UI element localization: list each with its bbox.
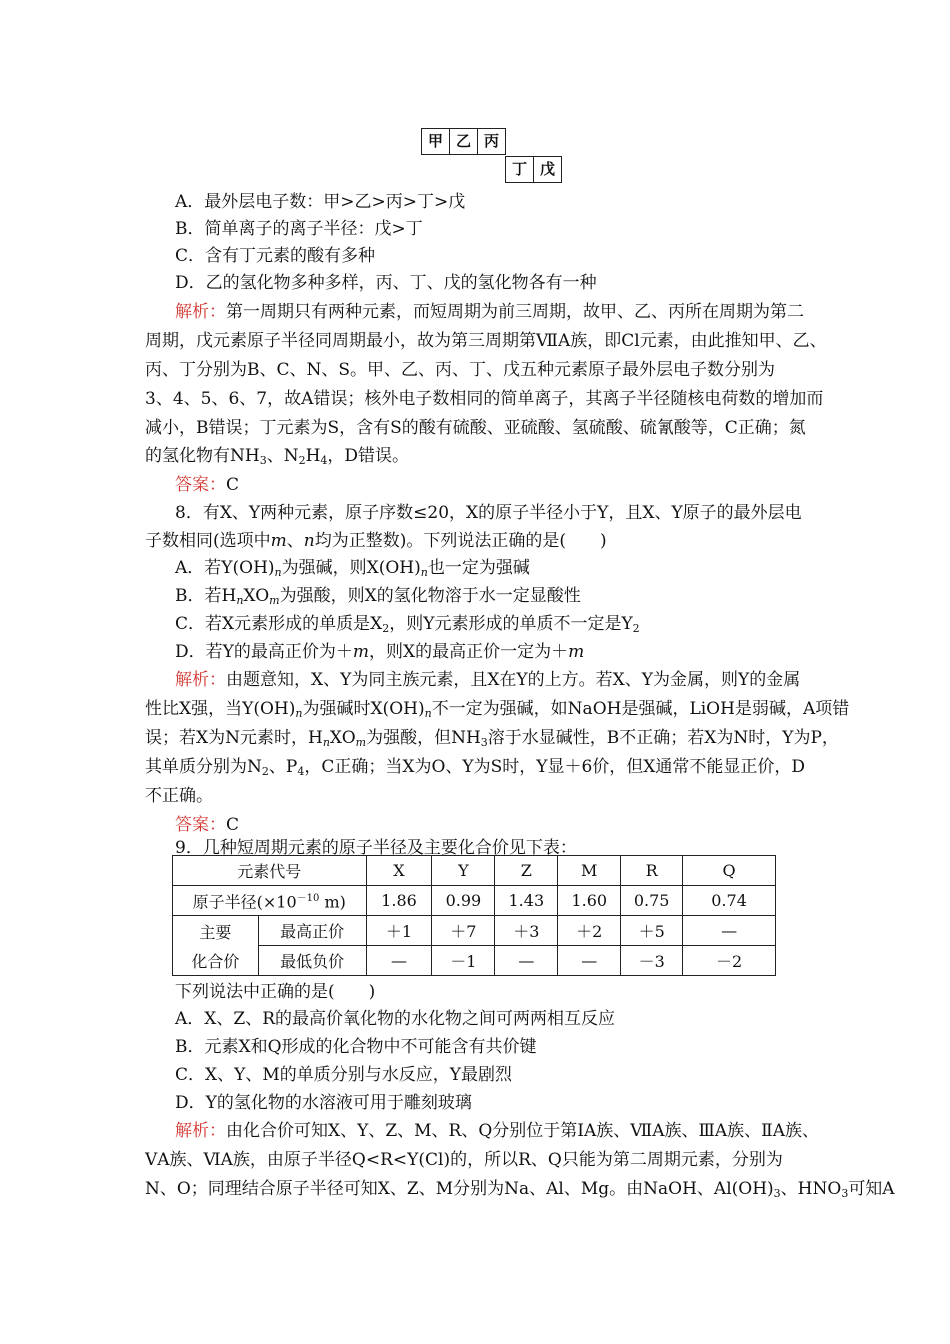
table-cell: ＋7 <box>432 916 495 946</box>
table-cell: — <box>495 946 558 976</box>
table-cell: — <box>558 946 621 976</box>
q7-analysis-line-6: 的氢化物有$NH_3$、$N_2H_4$，D错误。 <box>145 446 410 467</box>
q7-analysis-line-1: 解析：第一周期只有两种元素，而短周期为前三周期，故甲、乙、丙所在周期为第二 <box>175 302 804 322</box>
q8-option-c: C．若X元素形成的单质是$X_2$，则Y元素形成的单质不一定是$Y_2$ <box>175 614 640 635</box>
q7-option-a: A．最外层电子数：甲>乙>丙>丁>戊 <box>175 192 466 212</box>
col-header: Y <box>432 856 495 886</box>
table-row-radius <box>173 886 776 916</box>
table-cell: －2 <box>683 946 776 976</box>
cell-wu: 戊 <box>533 156 562 183</box>
q7-option-c: C．含有丁元素的酸有多种 <box>175 246 376 266</box>
table-cell: 0.99 <box>432 886 495 916</box>
table-cell: 0.74 <box>683 886 776 916</box>
q8-option-a: A．若$Y(OH)_n$为强碱，则$X(OH)_n$也一定为强碱 <box>175 558 530 579</box>
table-cell: — <box>366 946 432 976</box>
analysis-label: 解析： <box>175 302 226 322</box>
q8-analysis-line-1: 解析：由题意知，X、Y为同主族元素，且X在Y的上方。若X、Y为金属，则Y的金属 <box>175 670 801 690</box>
q7-analysis-line-2: 周期，戊元素原子半径同周期最小，故为第三周期第ⅦA族，即Cl元素，由此推知甲、乙、 <box>145 331 827 351</box>
q9-analysis-line-2: ⅤA族、ⅥA族，由原子半径Q<R<Y(Cl)的，所以R、Q只能为第二周期元素，分别为 <box>145 1150 783 1170</box>
q8-analysis-line-3: 误；若X为N元素时，$H_nXO_m$为强酸，但$NH_3$溶于水显碱性，B不正确；若X为N时，Y为P， <box>145 728 839 749</box>
table-row-min <box>173 946 776 976</box>
q9-option-c: C．X、Y、M的单质分别与水反应，Y最剧烈 <box>175 1065 512 1085</box>
table-cell: －1 <box>432 946 495 976</box>
q7-answer: 答案：C <box>175 475 240 495</box>
col-header: R <box>621 856 683 886</box>
cell-ding: 丁 <box>505 156 534 183</box>
q7-option-b: B．简单离子的离子半径：戊>丁 <box>175 219 423 239</box>
q7-analysis-line-5: 减小，B错误；丁元素为S，含有S的酸有硫酸、亚硫酸、氢硫酸、硫氰酸等，C正确；氮 <box>145 418 806 438</box>
q9-analysis-line-1: 解析：由化合价可知X、Y、Z、M、R、Q分别位于第ⅠA族、ⅦA族、ⅢA族、ⅡA族、 <box>175 1121 819 1141</box>
q8-answer: 答案：C <box>175 815 240 835</box>
table-cell: ＋1 <box>366 916 432 946</box>
q8-option-b: B．若$H_nXO_m$为强酸，则X的氢化物溶于水一定显酸性 <box>175 586 581 607</box>
max-label: 最高正价 <box>258 916 366 946</box>
col-header: Z <box>495 856 558 886</box>
q8-option-d: D．若Y的最高正价为＋m，则X的最高正价一定为＋m <box>175 642 585 662</box>
cell-jia: 甲 <box>421 128 450 155</box>
table-cell: 0.75 <box>621 886 683 916</box>
table-cell: 1.60 <box>558 886 621 916</box>
q9-option-b: B．元素X和Q形成的化合物中不可能含有共价键 <box>175 1037 537 1057</box>
q8-stem-line-1: 8．有X、Y两种元素，原子序数≤20，X的原子半径小于Y，且X、Y原子的最外层电 <box>175 503 802 523</box>
min-label: 最低负价 <box>258 946 366 976</box>
q7-analysis-line-4: 3、4、5、6、7，故A错误；核外电子数相同的简单离子，其离子半径随核电荷数的增加而 <box>145 389 824 409</box>
table-cell: ＋2 <box>558 916 621 946</box>
col-header: X <box>366 856 432 886</box>
table-header-row <box>173 856 776 886</box>
cell-bing: 丙 <box>477 128 506 155</box>
q9-ask: 下列说法中正确的是( ) <box>175 982 376 1002</box>
table-cell: 1.43 <box>495 886 558 916</box>
col-header: M <box>558 856 621 886</box>
q8-analysis-line-4: 其单质分别为$N_2$、$P_4$，C正确；当X为O、Y为S时，Y显＋6价，但X通常不能显正价，D <box>145 757 806 778</box>
q9-option-a: A．X、Z、R的最高价氧化物的水化物之间可两两相互反应 <box>175 1009 615 1029</box>
q9-option-d: D．Y的氢化物的水溶液可用于雕刻玻璃 <box>175 1093 472 1113</box>
table-header-label: 元素代号 <box>173 856 367 886</box>
table-cell: 1.86 <box>366 886 432 916</box>
q8-stem-line-2: 子数相同(选项中m、n均为正整数)。下列说法正确的是( ) <box>145 531 607 551</box>
table-cell: ＋5 <box>621 916 683 946</box>
col-header: Q <box>683 856 776 886</box>
q7-analysis-line-3: 丙、丁分别为B、C、N、S。甲、乙、丙、丁、戊五种元素原子最外层电子数分别为 <box>145 360 776 380</box>
q7-option-d: D．乙的氢化物多种多样，丙、丁、戊的氢化物各有一种 <box>175 273 597 293</box>
q9-analysis-line-3: N、O；同理结合原子半径可知X、Z、M分别为Na、Al、Mg。由NaOH、$Al(OH)_3$、$HNO_3$可知A <box>145 1179 895 1200</box>
table-row-max <box>173 916 776 946</box>
q9-stem: 9．几种短周期元素的原子半径及主要化合价见下表： <box>175 838 577 858</box>
cell-yi: 乙 <box>449 128 478 155</box>
q8-analysis-line-2: 性比X强，当$Y(OH)_n$为强碱时$X(OH)_n$不一定为强碱，如NaOH是强碱，LiOH是弱碱，A项错 <box>145 699 850 720</box>
element-data-table <box>172 855 776 976</box>
table-cell: －3 <box>621 946 683 976</box>
table-cell: — <box>683 916 776 946</box>
q8-analysis-line-5: 不正确。 <box>145 786 213 806</box>
table-cell: ＋3 <box>495 916 558 946</box>
radius-label: 原子半径($\times 10^{-10}$ m) <box>173 886 367 916</box>
valence-group-label: 主要 化合价 <box>173 916 259 976</box>
